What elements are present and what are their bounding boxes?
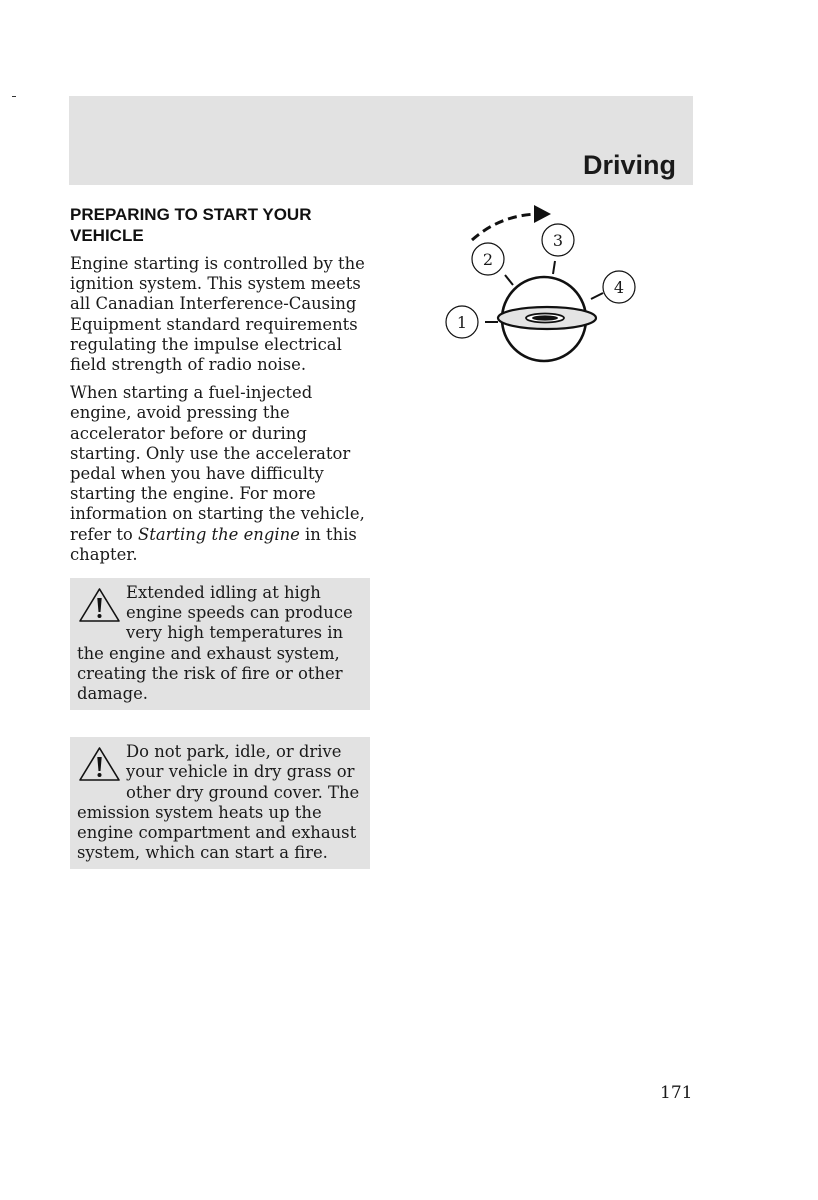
paragraph-fuel-injected <box>70 383 370 565</box>
header-band <box>69 96 693 185</box>
corner-mark <box>12 96 16 97</box>
page-number: 171 <box>660 1083 693 1103</box>
cross-reference: Starting the engine <box>138 524 300 544</box>
warning-text: Do not park, idle, or drive your vehicle in dry grass or other dry ground cover. The emission system heats up the engine compartment and exhaust system, which can start a fire. <box>77 742 360 863</box>
ignition-switch-diagram <box>440 200 640 370</box>
paragraph-text-start: When starting a fuel-injected engine, avoid pressing the accelerator before or during starting. Only use the accelerator pedal when you have difficulty starting the engine. For more information on starting the vehicle, refer to <box>70 383 365 544</box>
position-label-4 <box>603 271 635 303</box>
warning-box-idling <box>70 578 370 710</box>
warning-text: Extended idling at high engine speeds can produce very high temperatures in the engine and exhaust system, creating the risk of fire or other damage. <box>77 583 353 704</box>
paragraph-ignition: Engine starting is controlled by the ignition system. This system meets all Canadian Interference-Causing Equipment standard requirements regulating the impulse electrical field strength of radio noise. <box>70 254 365 375</box>
svg-text:2: 2 <box>482 250 494 269</box>
arrow-head-icon <box>534 205 551 223</box>
warning-box-dry-grass <box>70 737 370 869</box>
warning-triangle-icon <box>77 585 122 625</box>
svg-text:3: 3 <box>552 231 564 250</box>
chapter-title: Driving <box>582 150 676 180</box>
position-label-2 <box>472 243 504 275</box>
svg-text:1: 1 <box>456 313 468 332</box>
section-heading: PREPARING TO START YOUR VEHICLE <box>70 205 312 245</box>
svg-text:4: 4 <box>613 278 625 297</box>
position-label-1 <box>446 306 478 338</box>
position-label-3 <box>542 224 574 256</box>
warning-triangle-icon <box>77 744 122 784</box>
paragraph-text-end: in this chapter. <box>70 524 357 564</box>
main-column <box>70 204 370 869</box>
rotation-arrow-icon <box>472 214 538 240</box>
